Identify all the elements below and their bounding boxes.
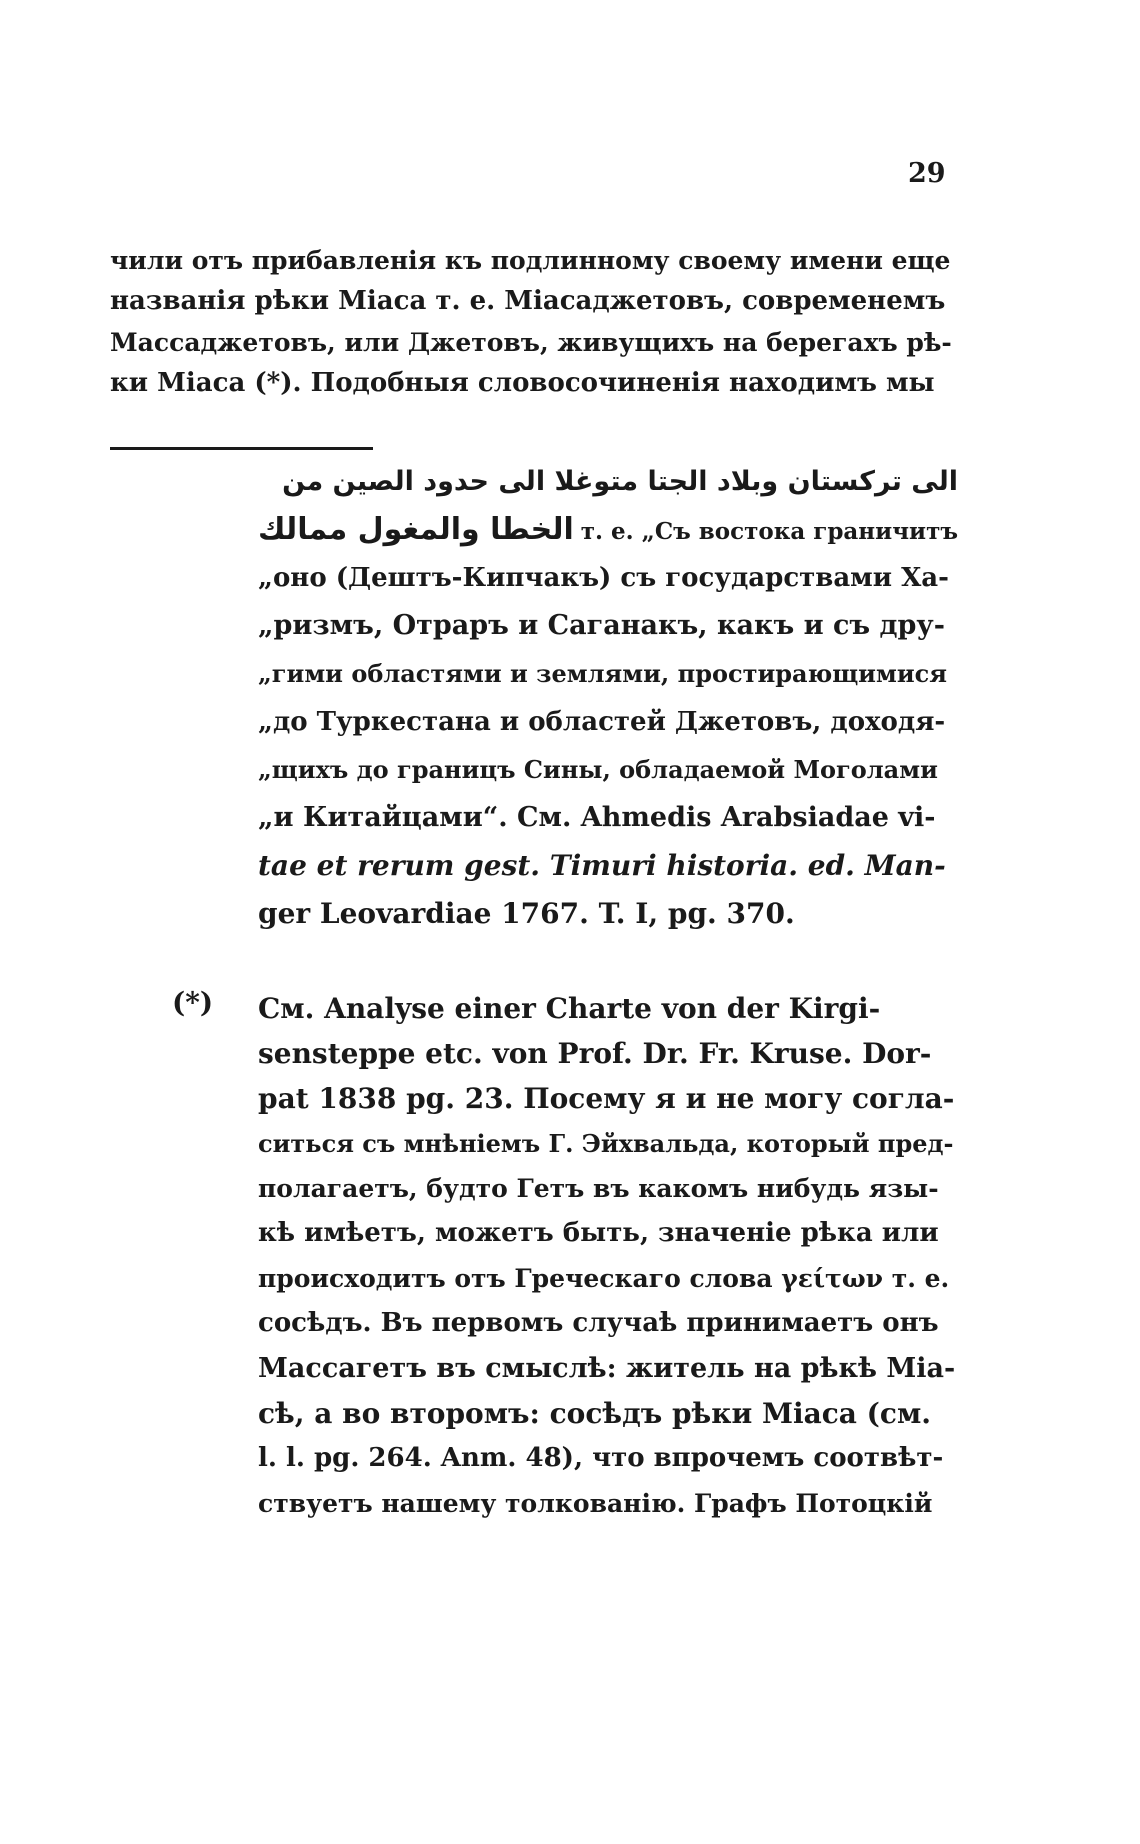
footnote-line: ger Leovardiae 1767. T. I, pg. 370. [258, 897, 795, 930]
arabic-line: الى تركستان وبلاد الجتا متوغلا الى حدود الصين من [282, 466, 958, 497]
footnote-line: „и Китайцами“. См. Ahmedis Arabsiadae vi- [258, 802, 936, 833]
footnote-asterisk [172, 986, 958, 1518]
footnote-line [258, 506, 958, 554]
footnote-line: senstеppe etc. von Prof. Dr. Fr. Kruse. Dor- [258, 1037, 932, 1070]
footnote-line: сѣ, а во второмъ: сосѣдъ рѣки Міаса (см. [258, 1397, 932, 1430]
page-number: 29 [908, 158, 946, 189]
arabic-fragment: الخطا والمغول ممالك [258, 512, 574, 547]
footnote-line: ствуетъ нашему толкованію. Графъ Потоцкій [258, 1489, 933, 1518]
footnote-marker: (*) [172, 986, 214, 1019]
footnote-separator [110, 447, 373, 450]
footnote-line: „гими областями и землями, простирающимися [258, 659, 947, 688]
footnote-line-text: т. е. „Съ востока граничитъ [580, 518, 958, 545]
footnote-line: „ризмъ, Отраръ и Саганакъ, какъ и съ дру- [258, 610, 945, 641]
main-line: чили отъ прибавленія къ подлинному своему имени еще [110, 246, 951, 275]
footnote-line: „до Туркестана и областей Джетовъ, доходя- [258, 707, 946, 737]
main-line: ки Міаса (*). Подобныя словосочиненія находимъ мы [110, 368, 935, 398]
footnote-body [258, 986, 958, 1526]
footnote-line: Массагетъ въ смыслѣ: житель на рѣкѣ Міа- [258, 1353, 956, 1384]
footnote-line: сосѣдъ. Въ первомъ случаѣ принимаетъ онъ [258, 1308, 939, 1338]
footnote-line: происходитъ отъ Греческаго слова γείτων т. е. [258, 1264, 950, 1293]
footnote-line: l. l. pg. 264. Anm. 48), что впрочемъ соотвѣт- [258, 1443, 944, 1473]
footnote-line: кѣ имѣетъ, можетъ быть, значеніе рѣка или [258, 1218, 939, 1248]
main-line: Массаджетовъ, или Джетовъ, живущихъ на берегахъ рѣ- [110, 328, 952, 357]
footnote-line: ситься съ мнѣніемъ Г. Эйхвальда, который пред- [258, 1129, 954, 1158]
footnote-line: pat 1838 pg. 23. Посему я и не могу согла- [258, 1082, 955, 1115]
footnote-line: „щихъ до границъ Сины, обладаемой Моголами [258, 755, 938, 784]
footnote-arabic-quote [258, 458, 958, 938]
footnote-line: полагаетъ, будто Гетъ въ какомъ нибудь язы- [258, 1174, 939, 1203]
main-line: названія рѣки Міаса т. е. Міасаджетовъ, современемъ [110, 286, 946, 316]
footnote-line: tae et rerum gest. Timuri historia. ed. Man- [258, 849, 946, 882]
main-text [110, 240, 960, 404]
footnote-line: „оно (Дештъ-Кипчакъ) съ государствами Ха- [258, 563, 949, 593]
footnote-line: См. Analyse einer Charte von der Kirgi- [258, 992, 881, 1025]
